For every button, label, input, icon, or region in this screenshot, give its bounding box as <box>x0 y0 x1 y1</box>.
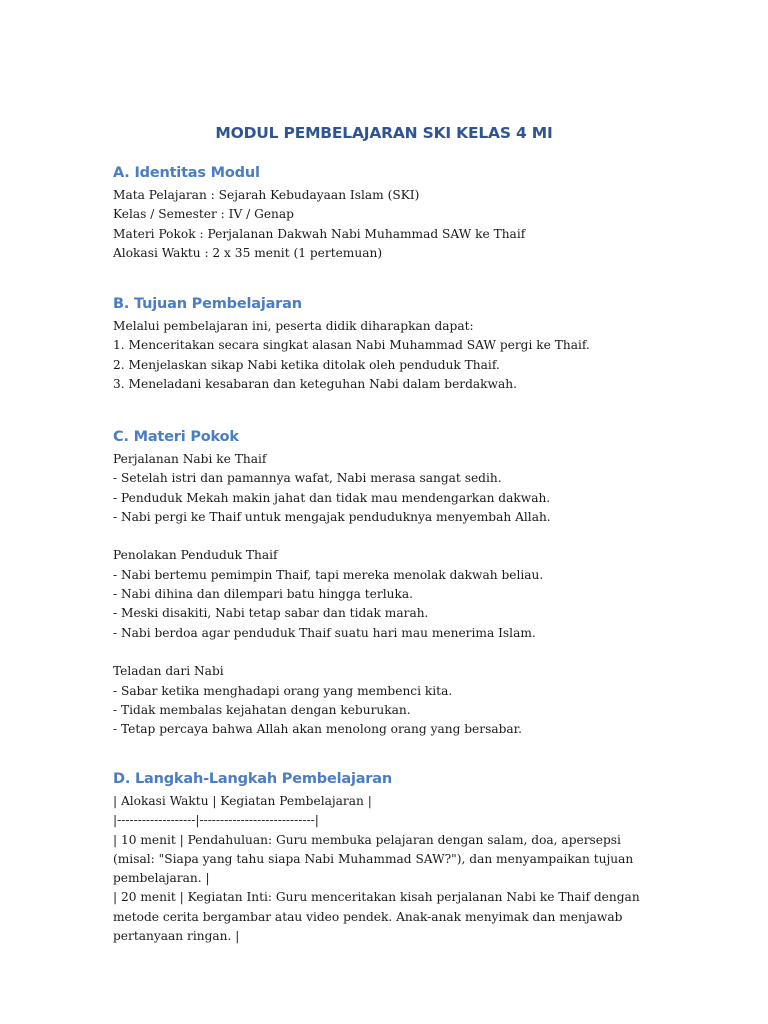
material-item: - Nabi bertemu pemimpin Thaif, tapi mereka menolak dakwah beliau. <box>113 567 544 582</box>
material-item: - Tidak membalas kejahatan dengan keburukan. <box>113 702 411 717</box>
document-title: MODUL PEMBELAJARAN SKI KELAS 4 MI <box>215 124 553 142</box>
table-header-row: | Alokasi Waktu | Kegiatan Pembelajaran | <box>113 794 372 808</box>
section-heading: B. Tujuan Pembelajaran <box>113 296 302 312</box>
table-separator-row: |-------------------|----------------------------| <box>113 813 319 828</box>
section-tujuan-pembelajaran <box>113 294 673 394</box>
spacer <box>113 527 673 546</box>
section-heading: C. Materi Pokok <box>113 429 239 445</box>
objectives-intro: Melalui pembelajaran ini, peserta didik diharapkan dapat: <box>113 319 474 333</box>
material-item: - Nabi berdoa agar penduduk Thaif suatu hari mau menerima Islam. <box>113 625 536 640</box>
table-row: | 10 menit | Pendahuluan: Guru membuka pelajaran dengan salam, doa, apersepsi (misal: "Siapa yang tahu siapa Nabi Muhammad SAW?"), dan menyampaikan tujuan pembelajaran. | <box>113 832 634 886</box>
material-item: - Sabar ketika menghadapi orang yang membenci kita. <box>113 683 453 698</box>
section-heading: A. Identitas Modul <box>113 165 260 181</box>
identity-line-subject: Mata Pelajaran : Sejarah Kebudayaan Islam (SKI) <box>113 188 420 202</box>
material-item: - Setelah istri dan pamannya wafat, Nabi merasa sangat sedih. <box>113 471 502 486</box>
section-identitas-modul <box>113 163 673 263</box>
section-langkah-pembelajaran <box>113 769 673 946</box>
section-materi-pokok <box>113 427 673 739</box>
objective-item: 3. Meneladani kesabaran dan keteguhan Nabi dalam berdakwah. <box>113 376 517 391</box>
material-group-title: Penolakan Penduduk Thaif <box>113 548 278 563</box>
objective-item: 1. Menceritakan secara singkat alasan Nabi Muhammad SAW pergi ke Thaif. <box>113 338 590 353</box>
section-heading: D. Langkah-Langkah Pembelajaran <box>113 771 392 787</box>
material-item: - Meski disakiti, Nabi tetap sabar dan tidak marah. <box>113 606 429 621</box>
identity-line-class: Kelas / Semester : IV / Genap <box>113 207 294 222</box>
material-group-title: Perjalanan Nabi ke Thaif <box>113 452 267 466</box>
material-item: - Nabi dihina dan dilempari batu hingga terluka. <box>113 587 413 602</box>
material-item: - Nabi pergi ke Thaif untuk mengajak penduduknya menyembah Allah. <box>113 509 551 524</box>
material-group-title: Teladan dari Nabi <box>113 664 224 679</box>
objective-item: 2. Menjelaskan sikap Nabi ketika ditolak oleh penduduk Thaif. <box>113 357 500 372</box>
material-item: - Tetap percaya bahwa Allah akan menolong orang yang bersabar. <box>113 722 523 737</box>
spacer <box>113 643 673 662</box>
table-row: | 20 menit | Kegiatan Inti: Guru menceritakan kisah perjalanan Nabi ke Thaif dengan metode cerita bergambar atau video pendek. Anak-anak menyimak dan menjawab pertanyaan ringan. | <box>113 890 640 944</box>
identity-line-time: Alokasi Waktu : 2 x 35 menit (1 pertemuan) <box>113 245 383 260</box>
material-item: - Penduduk Mekah makin jahat dan tidak mau mendengarkan dakwah. <box>113 490 551 505</box>
identity-line-topic: Materi Pokok : Perjalanan Dakwah Nabi Muhammad SAW ke Thaif <box>113 226 526 241</box>
